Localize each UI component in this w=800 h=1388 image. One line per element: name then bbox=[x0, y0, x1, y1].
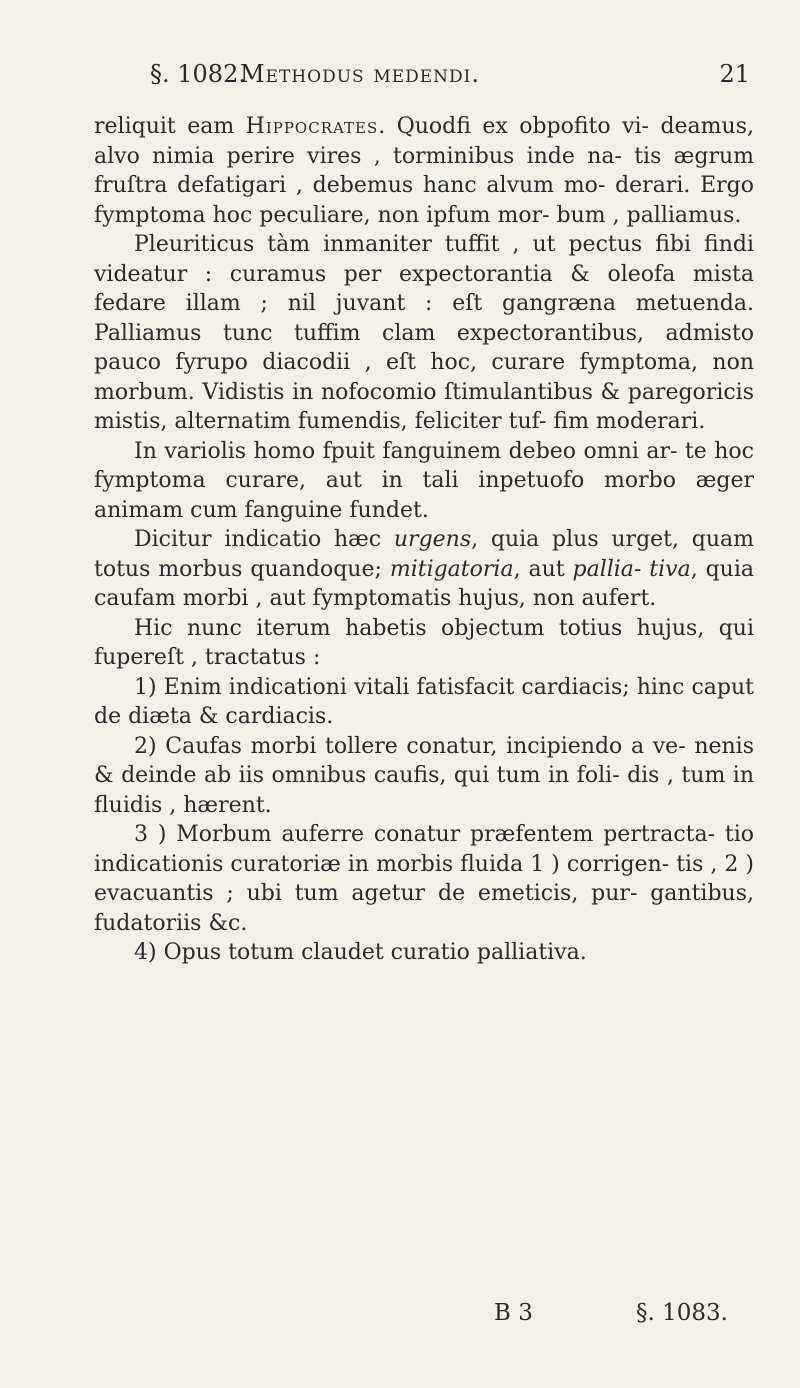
body-text bbox=[94, 112, 754, 968]
author-name: Hippocrates bbox=[245, 114, 379, 139]
paragraph-2: Pleuriticus tàm inmaniter tuffit , ut pectus fibi findi videatur : curamus per expectorantia & oleofa mista fedare illam ; nil juvant : eſt gangræna metuenda. Palliamus tunc tuffim clam expectorantibus, admisto pauco fyrupo diacodii , eſt hoc, curare fymptoma, non morbum. Vidistis in nofocomio ſtimulantibus & paregoricis mistis, alternatim fumendis, feliciter tuf- fim moderari. bbox=[94, 232, 754, 434]
signature-mark: B 3 bbox=[494, 1300, 533, 1326]
page-footer bbox=[94, 1300, 754, 1340]
list-item-2: 2) Caufas morbi tollere conatur, incipiendo a ve- nenis & deinde ab iis omnibus caufis, qui tum in foli- dis , tum in fluidis , hærent. bbox=[94, 733, 754, 818]
catchword: §. 1083. bbox=[636, 1300, 728, 1326]
paragraph-1: reliquit eam Hippocrates. Quodfi ex obpofito vi- deamus, alvo nimia perire vires , torminibus inde na- tis ægrum fruſtra defatigari , debemus hanc alvum mo- derari. Ergo fymptoma hoc peculiare, non ipfum mor- bum , palliamus. bbox=[94, 114, 754, 228]
section-number: §. 1082. bbox=[150, 60, 246, 88]
list-item-3: 3 ) Morbum auferre conatur præfentem pertracta- tio indicationis curatoriæ in morbis fluida 1 ) corrigen- tis , 2 ) evacuantis ; ubi tum agetur de emeticis, pur- gantibus, fudatoriis &c. bbox=[94, 822, 754, 936]
page-number: 21 bbox=[719, 60, 750, 88]
paragraph-4: Dicitur indicatio hæc urgens, quia plus urget, quam totus morbus quandoque; mitigatoria, aut pallia- tiva, quia caufam morbi , aut fymptomatis hujus, non aufert. bbox=[94, 527, 754, 611]
running-title: Methodus medendi. bbox=[240, 60, 481, 88]
list-item-4: 4) Opus totum claudet curatio palliativa. bbox=[134, 940, 587, 965]
paragraph-3: In variolis homo fpuit fanguinem debeo omni ar- te hoc fymptoma curare, aut in tali inpetuofo morbo æger animam cum fanguine fundet. bbox=[94, 438, 754, 523]
paragraph-5: Hic nunc iterum habetis objectum totius hujus, qui fupereſt , tractatus : bbox=[94, 615, 754, 670]
running-header bbox=[150, 60, 750, 100]
list-item-1: 1) Enim indicationi vitali fatisfacit cardiacis; hinc caput de diæta & cardiacis. bbox=[94, 674, 754, 729]
